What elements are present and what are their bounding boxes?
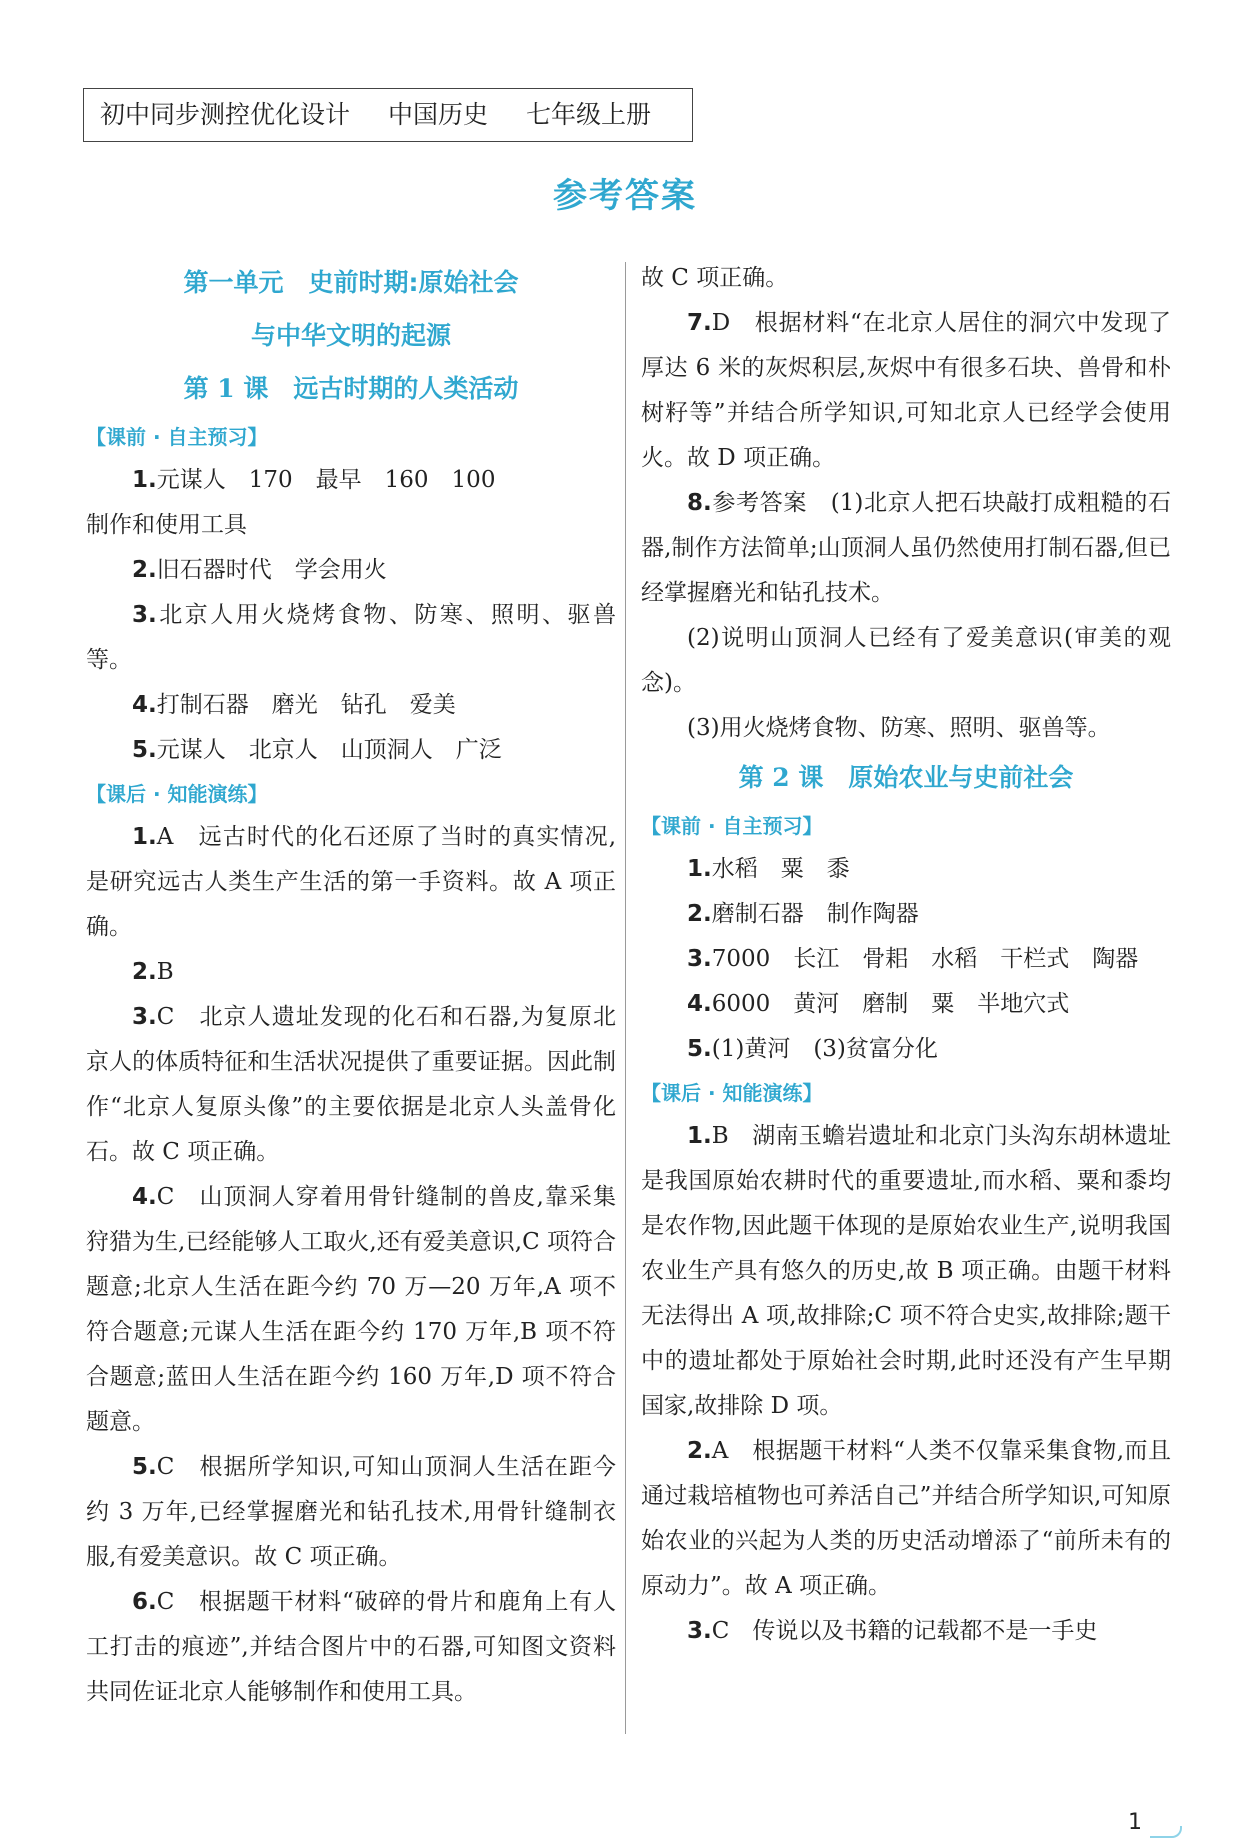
- answer-item: [641, 1114, 1171, 1429]
- answer-text: 元谋人 北京人 山顶洞人 广泛: [156, 737, 502, 763]
- lesson2-pre-label: 【课前 · 自主预习】: [641, 814, 823, 838]
- answer-number: 4.: [132, 1184, 157, 1210]
- answer-text: 打制石器 磨光 钻孔 爱美: [156, 692, 456, 718]
- page-corner-decoration: [1150, 1826, 1182, 1838]
- header-grade: 七年级上册: [525, 100, 651, 129]
- lesson1-post-list-cont: [641, 301, 1171, 751]
- answer-item: [86, 1580, 616, 1715]
- answer-text: 制作和使用工具: [86, 512, 247, 538]
- answer-text: C 北京人遗址发现的化石和石器,为复原北京人的体质特征和生活状况提供了重要证据。因此制作“北京人复原头像”的主要依据是北京人头盖骨化石。故 C 项正确。: [86, 1004, 616, 1165]
- page-number: 1: [1128, 1810, 1142, 1835]
- answer-item: [86, 683, 616, 728]
- answer-item: [86, 503, 616, 548]
- answer-text: (1)黄河 (3)贫富分化: [711, 1036, 938, 1062]
- answer-text: 磨制石器 制作陶器: [711, 901, 919, 927]
- page-title: 参考答案: [553, 176, 697, 216]
- answer-number: 5.: [132, 1454, 157, 1480]
- answer-text: C 根据所学知识,可知山顶洞人生活在距今约 3 万年,已经掌握磨光和钻孔技术,用骨针缝制衣服,有爱美意识。故 C 项正确。: [86, 1454, 616, 1570]
- answer-item: [641, 847, 1171, 892]
- answer-item: [86, 950, 616, 995]
- answer-number: 1.: [132, 824, 157, 850]
- lesson1-pre-label: 【课前 · 自主预习】: [86, 425, 268, 449]
- answer-text: 参考答案 (1)北京人把石块敲打成粗糙的石器,制作方法简单;山顶洞人虽仍然使用打制石器,但已经掌握磨光和钻孔技术。: [641, 490, 1171, 606]
- answer-number: 4.: [687, 991, 712, 1017]
- answer-item: [86, 593, 616, 683]
- answer-number: 2.: [132, 959, 157, 985]
- book-header: [83, 88, 693, 142]
- answer-item: [641, 481, 1171, 616]
- answer-item: [86, 995, 616, 1175]
- unit-title-line1: 第一单元 史前时期:原始社会: [183, 268, 519, 297]
- answer-item: [641, 892, 1171, 937]
- header-subject: 中国历史: [387, 100, 488, 129]
- answer-text: A 远古时代的化石还原了当时的真实情况,是研究远古人类生产生活的第一手资料。故 A 项正确。: [86, 824, 616, 940]
- answer-item: [86, 548, 616, 593]
- header-series: 初中同步测控优化设计: [100, 100, 351, 129]
- answer-text: A 根据题干材料“人类不仅靠采集食物,而且通过栽培植物也可养活自己”并结合所学知识,可知原始农业的兴起为人类的历史活动增添了“前所未有的原动力”。故 A 项正确。: [641, 1438, 1171, 1599]
- answer-text: C 传说以及书籍的记载都不是一手史: [711, 1618, 1098, 1644]
- answer-item: [86, 1175, 616, 1445]
- lesson2-pre-list: [641, 847, 1171, 1072]
- lesson1-post-list: [86, 815, 616, 1715]
- answer-text: 旧石器时代 学会用火: [156, 557, 387, 583]
- answer-number: 1.: [687, 1123, 712, 1149]
- answer-text: 水稻 粟 黍: [711, 856, 850, 882]
- answer-number: 5.: [132, 737, 157, 763]
- answer-item: [86, 815, 616, 950]
- answer-number: 2.: [687, 1438, 712, 1464]
- lesson1-pre-list: [86, 458, 616, 773]
- answer-number: 2.: [132, 557, 157, 583]
- answer-number: 2.: [687, 901, 712, 927]
- answer-text: B 湖南玉蟾岩遗址和北京门头沟东胡林遗址是我国原始农耕时代的重要遗址,而水稻、粟和黍均是农作物,因此题干体现的是原始农业生产,说明我国农业生产具有悠久的历史,故 B 项正确。由题干材料无法得出 A 项,故排除;C 项不符合史实,故排除;题干中的遗址都处于原始社会时期,此时还没有产生早期国家,故排除 D 项。: [641, 1123, 1171, 1419]
- answer-item: [641, 616, 1171, 706]
- answer-item: [641, 1027, 1171, 1072]
- answer-item: [641, 1429, 1171, 1609]
- lesson2-post-list: [641, 1114, 1171, 1654]
- answer-text: 北京人用火烧烤食物、防寒、照明、驱兽等。: [86, 602, 616, 673]
- right-column: [641, 256, 1171, 1654]
- answer-text: C 山顶洞人穿着用骨针缝制的兽皮,靠采集狩猎为生,已经能够人工取火,还有爱美意识,C 项符合题意;北京人生活在距今约 70 万—20 万年,A 项不符合题意;元谋人生活在距今约 170 万年,B 项不符合题意;蓝田人生活在距今约 160 万年,D 项不符合题意。: [86, 1184, 616, 1435]
- lesson2-title: 第 2 课 原始农业与史前社会: [738, 763, 1074, 792]
- unit-title-line2: 与中华文明的起源: [250, 321, 451, 350]
- answer-text: B: [156, 959, 174, 985]
- answer-item: [641, 301, 1171, 481]
- answer-number: 6.: [132, 1589, 157, 1615]
- lesson1-post-label: 【课后 · 知能演练】: [86, 782, 268, 806]
- answer-item: [641, 937, 1171, 982]
- answer-number: 5.: [687, 1036, 712, 1062]
- continuation-text: 故 C 项正确。: [641, 265, 789, 291]
- answer-number: 4.: [132, 692, 157, 718]
- answer-number: 3.: [132, 602, 157, 628]
- answer-text: D 根据材料“在北京人居住的洞穴中发现了厚达 6 米的灰烬积层,灰烬中有很多石块、兽骨和朴树籽等”并结合所学知识,可知北京人已经学会使用火。故 D 项正确。: [641, 310, 1171, 471]
- answer-number: 1.: [687, 856, 712, 882]
- answer-item: [641, 706, 1171, 751]
- lesson1-title: 第 1 课 远古时期的人类活动: [183, 374, 519, 403]
- answer-item: [86, 1445, 616, 1580]
- answer-item: [86, 728, 616, 773]
- answer-text: 6000 黄河 磨制 粟 半地穴式: [711, 991, 1070, 1017]
- answer-item: [86, 458, 616, 503]
- answer-item: [641, 1609, 1171, 1654]
- column-divider: [625, 262, 626, 1734]
- left-column: [86, 256, 616, 1715]
- answer-number: 3.: [687, 946, 712, 972]
- answer-number: 3.: [687, 1618, 712, 1644]
- answer-text: C 根据题干材料“破碎的骨片和鹿角上有人工打击的痕迹”,并结合图片中的石器,可知图文资料共同佐证北京人能够制作和使用工具。: [86, 1589, 616, 1705]
- answer-number: 8.: [687, 490, 712, 516]
- answer-number: 1.: [132, 467, 157, 493]
- lesson2-post-label: 【课后 · 知能演练】: [641, 1081, 823, 1105]
- answer-number: 7.: [687, 310, 712, 336]
- answer-item: [641, 982, 1171, 1027]
- answer-text: (2)说明山顶洞人已经有了爱美意识(审美的观念)。: [641, 625, 1171, 696]
- answer-text: (3)用火烧烤食物、防寒、照明、驱兽等。: [687, 715, 1111, 741]
- answer-number: 3.: [132, 1004, 157, 1030]
- answer-text: 7000 长江 骨耜 水稻 干栏式 陶器: [711, 946, 1139, 972]
- answer-text: 元谋人 170 最早 160 100: [156, 467, 496, 493]
